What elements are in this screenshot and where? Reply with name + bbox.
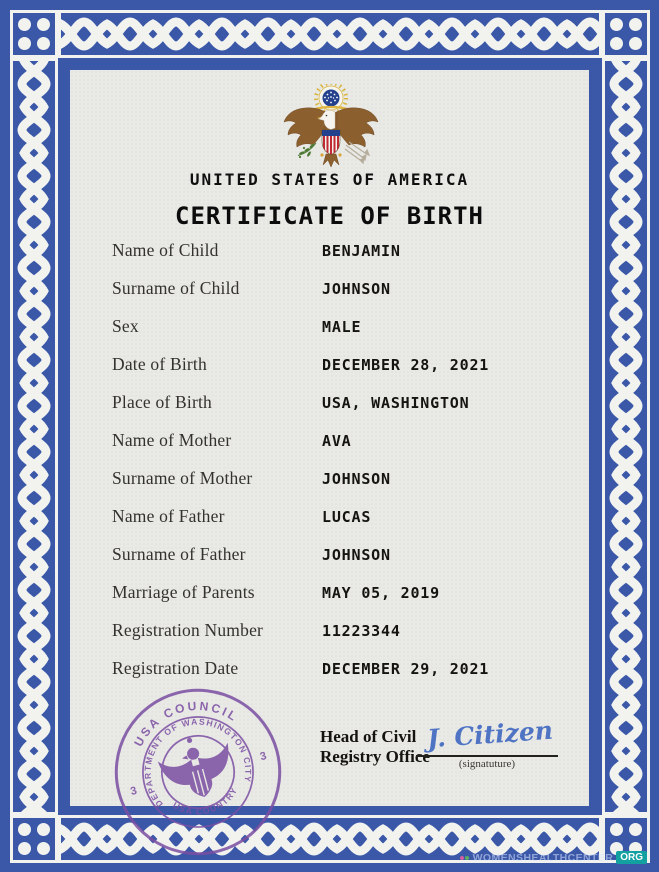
field-label: Surname of Child	[112, 278, 240, 298]
office-title-line2: Registry Office	[320, 747, 430, 766]
us-great-seal-eagle-icon	[281, 84, 381, 172]
four-dots-corner-icon	[610, 18, 642, 50]
field-label: Name of Father	[112, 506, 225, 526]
field-value: LUCAS	[322, 508, 372, 526]
stamp-arc-bottom-text: USA COUNTRY	[171, 785, 240, 817]
office-title	[320, 727, 430, 767]
rope-chain-border-icon	[13, 61, 55, 812]
field-label: Date of Birth	[112, 354, 207, 374]
field-label: Registration Number	[112, 620, 264, 640]
field-value: JOHNSON	[322, 546, 391, 564]
watermark	[460, 851, 647, 864]
field-label: Marriage of Parents	[112, 582, 255, 602]
watermark-tld-badge: ORG	[616, 851, 647, 864]
corner-dots-bottom-left	[10, 815, 58, 863]
field-row-surname-of-child	[112, 278, 512, 316]
field-label: Sex	[112, 316, 139, 336]
field-value: MAY 05, 2019	[322, 584, 440, 602]
stamp-left-mark: 3	[129, 784, 139, 799]
rope-chain-border-icon	[605, 61, 647, 812]
four-dots-corner-icon	[18, 823, 50, 855]
field-row-name-of-child	[112, 240, 512, 278]
stamp-arc-top-text: USA COUNCIL	[131, 698, 241, 749]
field-value: USA, WASHINGTON	[322, 394, 470, 412]
field-row-name-of-father	[112, 506, 512, 544]
field-value: BENJAMIN	[322, 242, 401, 260]
field-row-date-of-birth	[112, 354, 512, 392]
signature-script: J. Citizen	[426, 715, 554, 754]
field-value: AVA	[322, 432, 352, 450]
field-row-registration-number	[112, 620, 512, 658]
field-label: Surname of Mother	[112, 468, 253, 488]
field-row-sex	[112, 316, 512, 354]
signature-line	[416, 755, 558, 757]
corner-dots-top-right	[602, 10, 650, 58]
field-value: MALE	[322, 318, 362, 336]
rope-border-left	[10, 58, 58, 815]
rope-border-top	[58, 10, 602, 58]
watermark-site-text: WOMENSHEALTHCENTER	[472, 851, 614, 864]
signature-caption: (signatuture)	[458, 758, 516, 770]
field-label: Name of Child	[112, 240, 219, 260]
stamp-right-mark: 3	[258, 750, 268, 764]
field-label: Surname of Father	[112, 544, 246, 564]
field-label: Name of Mother	[112, 430, 232, 450]
field-row-marriage-of-parents	[112, 582, 512, 620]
field-value: DECEMBER 28, 2021	[322, 356, 490, 374]
four-dots-corner-icon	[18, 18, 50, 50]
fields-list	[112, 240, 512, 696]
field-value: 11223344	[322, 622, 401, 640]
country-title: UNITED STATES OF AMERICA	[189, 170, 470, 189]
certificate-title: CERTIFICATE OF BIRTH	[175, 202, 484, 230]
rope-border-right	[602, 58, 650, 815]
field-row-name-of-mother	[112, 430, 512, 468]
rope-chain-border-icon	[61, 13, 599, 55]
field-row-surname-of-mother	[112, 468, 512, 506]
field-value: JOHNSON	[322, 470, 391, 488]
field-value: DECEMBER 29, 2021	[322, 660, 490, 678]
watermark-logo-icon	[460, 856, 469, 860]
field-row-place-of-birth	[112, 392, 512, 430]
eagle-round-stamp-icon	[112, 686, 284, 858]
corner-dots-top-left	[10, 10, 58, 58]
field-row-surname-of-father	[112, 544, 512, 582]
field-label: Registration Date	[112, 658, 239, 678]
field-value: JOHNSON	[322, 280, 391, 298]
stamp-arc-middle-text: DEPARTMENT OF WASHINGTON CITY	[142, 716, 254, 810]
office-title-line1: Head of Civil	[320, 727, 417, 746]
field-label: Place of Birth	[112, 392, 212, 412]
